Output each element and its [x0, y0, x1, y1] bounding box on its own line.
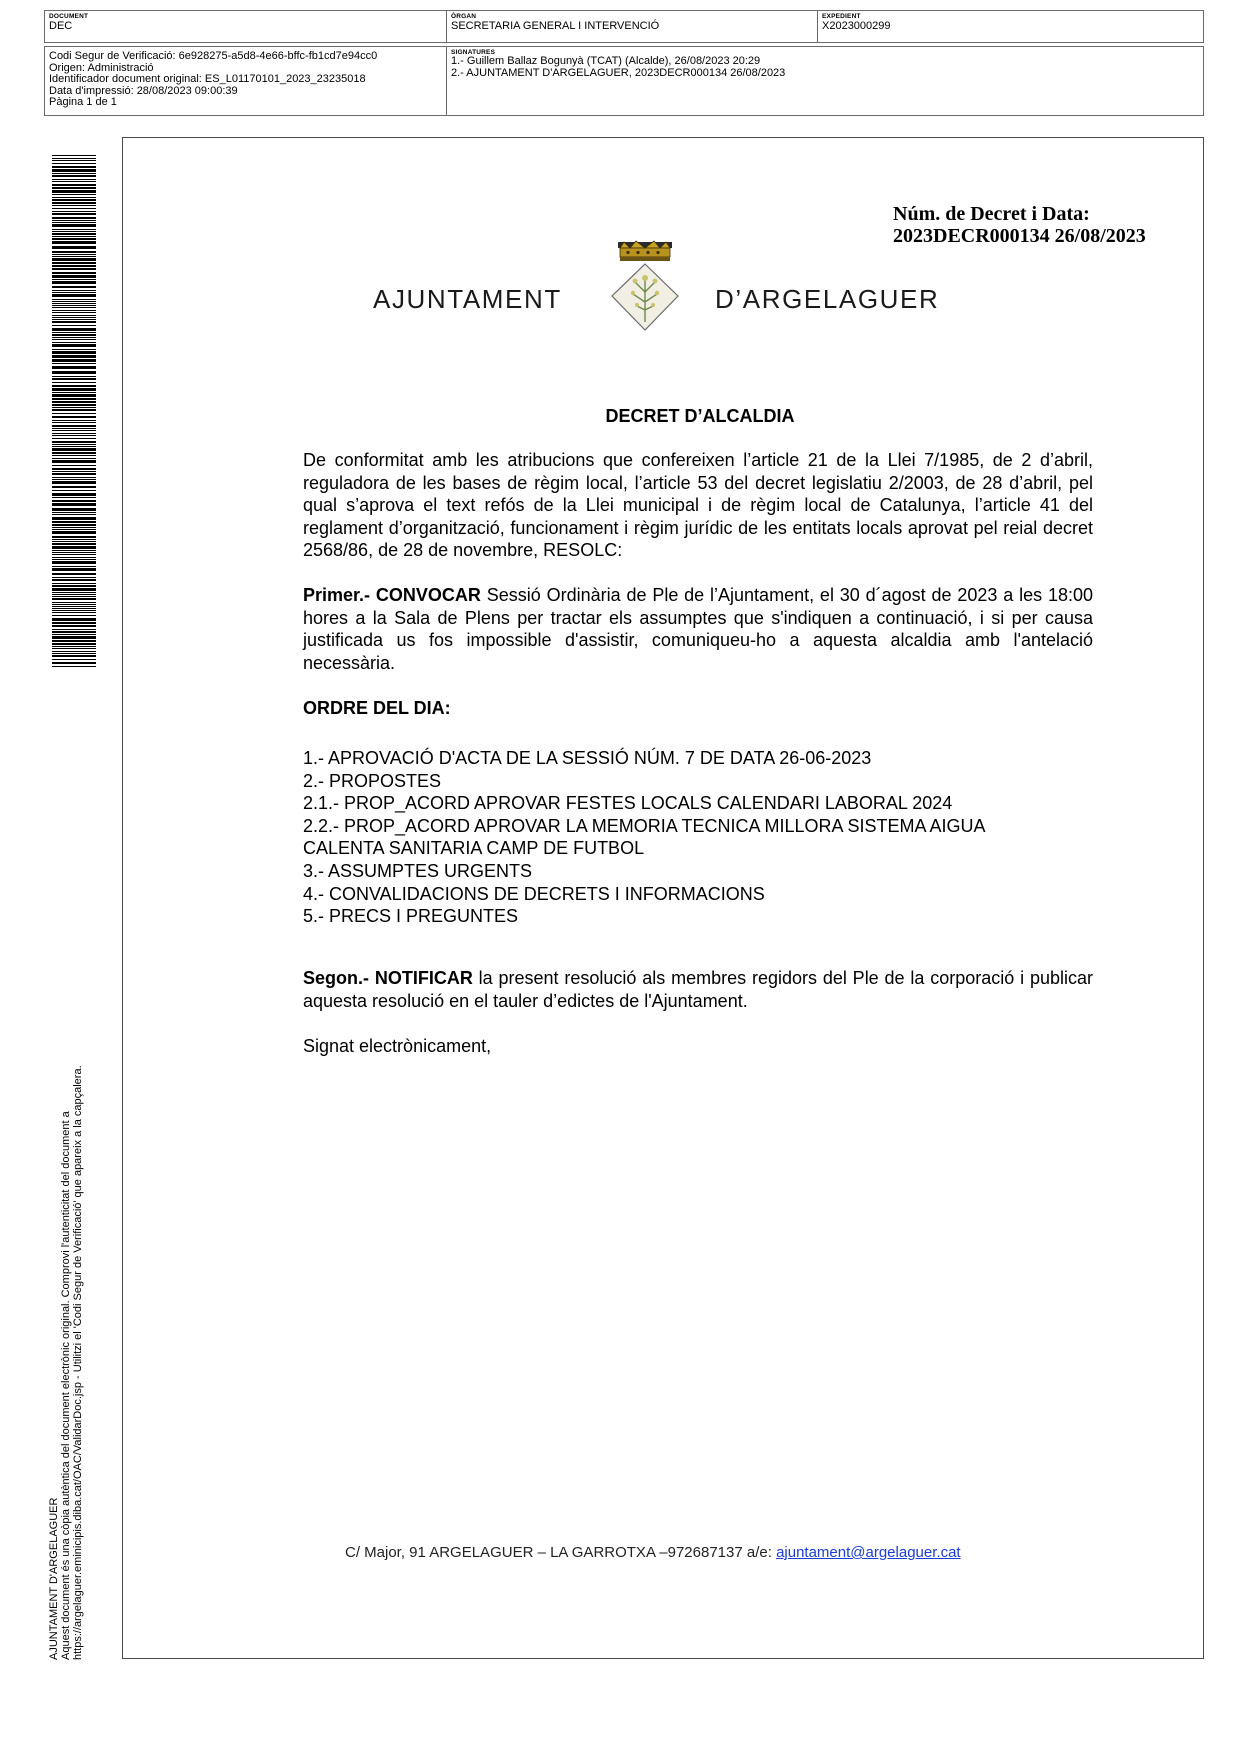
document-value: DEC [49, 20, 73, 32]
original-id: Identificador document original: ES_L01170101_2023_23235018 [49, 73, 366, 85]
origin: Origen: Administració [49, 61, 154, 74]
agenda-item: 4.- CONVALIDACIONS DE DECRETS I INFORMACIONS [303, 883, 765, 904]
letterhead-left: AJUNTAMENT [373, 284, 562, 314]
expedient-value: X2023000299 [822, 20, 891, 32]
authenticity-sidebar [48, 1020, 84, 1660]
verification-code: Codi Segur de Verificació: 6e928275-a5d8-4e66-bffc-fb1cd7e94cc0 [49, 50, 378, 62]
second-resolution-text: la present resolució als membres regidors del Ple de la corporació i publicar aquesta resolució en el tauler d’edictes de l'Ajuntament. [303, 968, 1093, 1011]
signature-1: 1.- Guillem Ballaz Bogunyà (TCAT) (Alcalde), 26/08/2023 20:29 [451, 55, 761, 67]
footer-address-text: C/ Major, 91 ARGELAGUER – LA GARROTXA –972687137 a/e: [345, 1544, 777, 1561]
municipal-crest-icon [608, 240, 682, 332]
letterhead-right: D’ARGELAGUER [715, 284, 940, 314]
intro-paragraph: De conformitat amb les atribucions que confereixen l’article 21 de la Llei 7/1985, de 2 d’abril, reguladora de les bases de règim local, l’article 53 del decret legislatiu 2/2003, de 28 d’abril, pel qual s’aprova el text refós de la Llei municipal i de règim local de Catalunya, l’article 41 del reglament d’organització, funcionament i règim jurídic de les entitats locals aprovat pel reial decret 2568/86, de 28 de novembre, RESOLC: [303, 450, 1093, 561]
document-cell [45, 11, 447, 42]
sidebar-line-3: https://argelaguer.eminicipis.diba.cat/OAC/ValidarDoc.jsp - Utilitzi el 'Codi Segur de Verificació' que apareix a la capçalera. [72, 1065, 84, 1660]
agenda-item: 2.2.- PROP_ACORD APROVAR LA MEMORIA TECNICA MILLORA SISTEMA AIGUA [303, 815, 986, 836]
page-count: Pàgina 1 de 1 [49, 96, 117, 108]
decree-number [893, 203, 1146, 247]
expedient-label: EXPEDIENT [822, 13, 861, 20]
agenda-item: 1.- APROVACIÓ D'ACTA DE LA SESSIÓ NÚM. 7 DE DATA 26-06-2023 [303, 748, 872, 768]
agenda-item: 5.- PRECS I PREGUNTES [303, 906, 519, 927]
agenda-item: 2.- PROPOSTES [303, 770, 442, 791]
organ-value: SECRETARIA GENERAL I INTERVENCIÓ [451, 20, 660, 32]
expedient-cell [818, 11, 1203, 42]
header-row-meta [44, 46, 1204, 116]
header-row-top [44, 10, 1204, 43]
barcode-icon [52, 155, 96, 667]
footer-email-link[interactable]: ajuntament@argelaguer.cat [776, 1544, 961, 1561]
agenda-item: 3.- ASSUMPTES URGENTS [303, 860, 533, 881]
sidebar-line-1: AJUNTAMENT D'ARGELAGUER [48, 1497, 60, 1660]
first-resolution-lead: Primer.- CONVOCAR [303, 585, 481, 605]
first-resolution-text: Sessió Ordinària de Ple de l’Ajuntament, el 30 d´agost de 2023 a les 18:00 hores a la Sala de Plens per tractar els assumptes que s'indiquen a continuació, i si per causa justificada us fos impossible d'assistir, comuniqueu-ho a aquesta alcaldia amb l'antelació necessària. [303, 585, 1093, 673]
footer-address [345, 1544, 961, 1561]
second-resolution [303, 967, 1093, 1012]
sidebar-line-2: Aquest document és una còpia autèntica del document electrònic original. Comprovi l'autenticitat del document a [60, 1111, 72, 1660]
decree-title: DECRET D’ALCALDIA [605, 406, 795, 426]
agenda-title: ORDRE DEL DIA: [303, 698, 451, 718]
print-date: Data d'impressió: 28/08/2023 09:00:39 [49, 84, 238, 97]
agenda-item: 2.1.- PROP_ACORD APROVAR FESTES LOCALS CALENDARI LABORAL 2024 [303, 793, 953, 814]
document-label: DOCUMENT [49, 13, 89, 20]
agenda-item: CALENTA SANITARIA CAMP DE FUTBOL [303, 838, 645, 859]
signature-2: 2.- AJUNTAMENT D'ARGELAGUER, 2023DECR000134 26/08/2023 [451, 66, 786, 79]
second-resolution-lead: Segon.- NOTIFICAR [303, 968, 473, 988]
first-resolution [303, 584, 1093, 674]
agenda-list [303, 747, 986, 928]
organ-label: ÒRGAN [451, 13, 477, 20]
signed-note: Signat electrònicament, [303, 1036, 492, 1056]
signatures-label: SIGNATURES [451, 49, 496, 56]
organ-cell [447, 11, 818, 42]
decree-number-label: Núm. de Decret i Data: [893, 203, 1090, 225]
verification-cell [45, 47, 447, 115]
signatures-cell [447, 47, 1203, 115]
decree-number-value: 2023DECR000134 26/08/2023 [893, 225, 1146, 247]
